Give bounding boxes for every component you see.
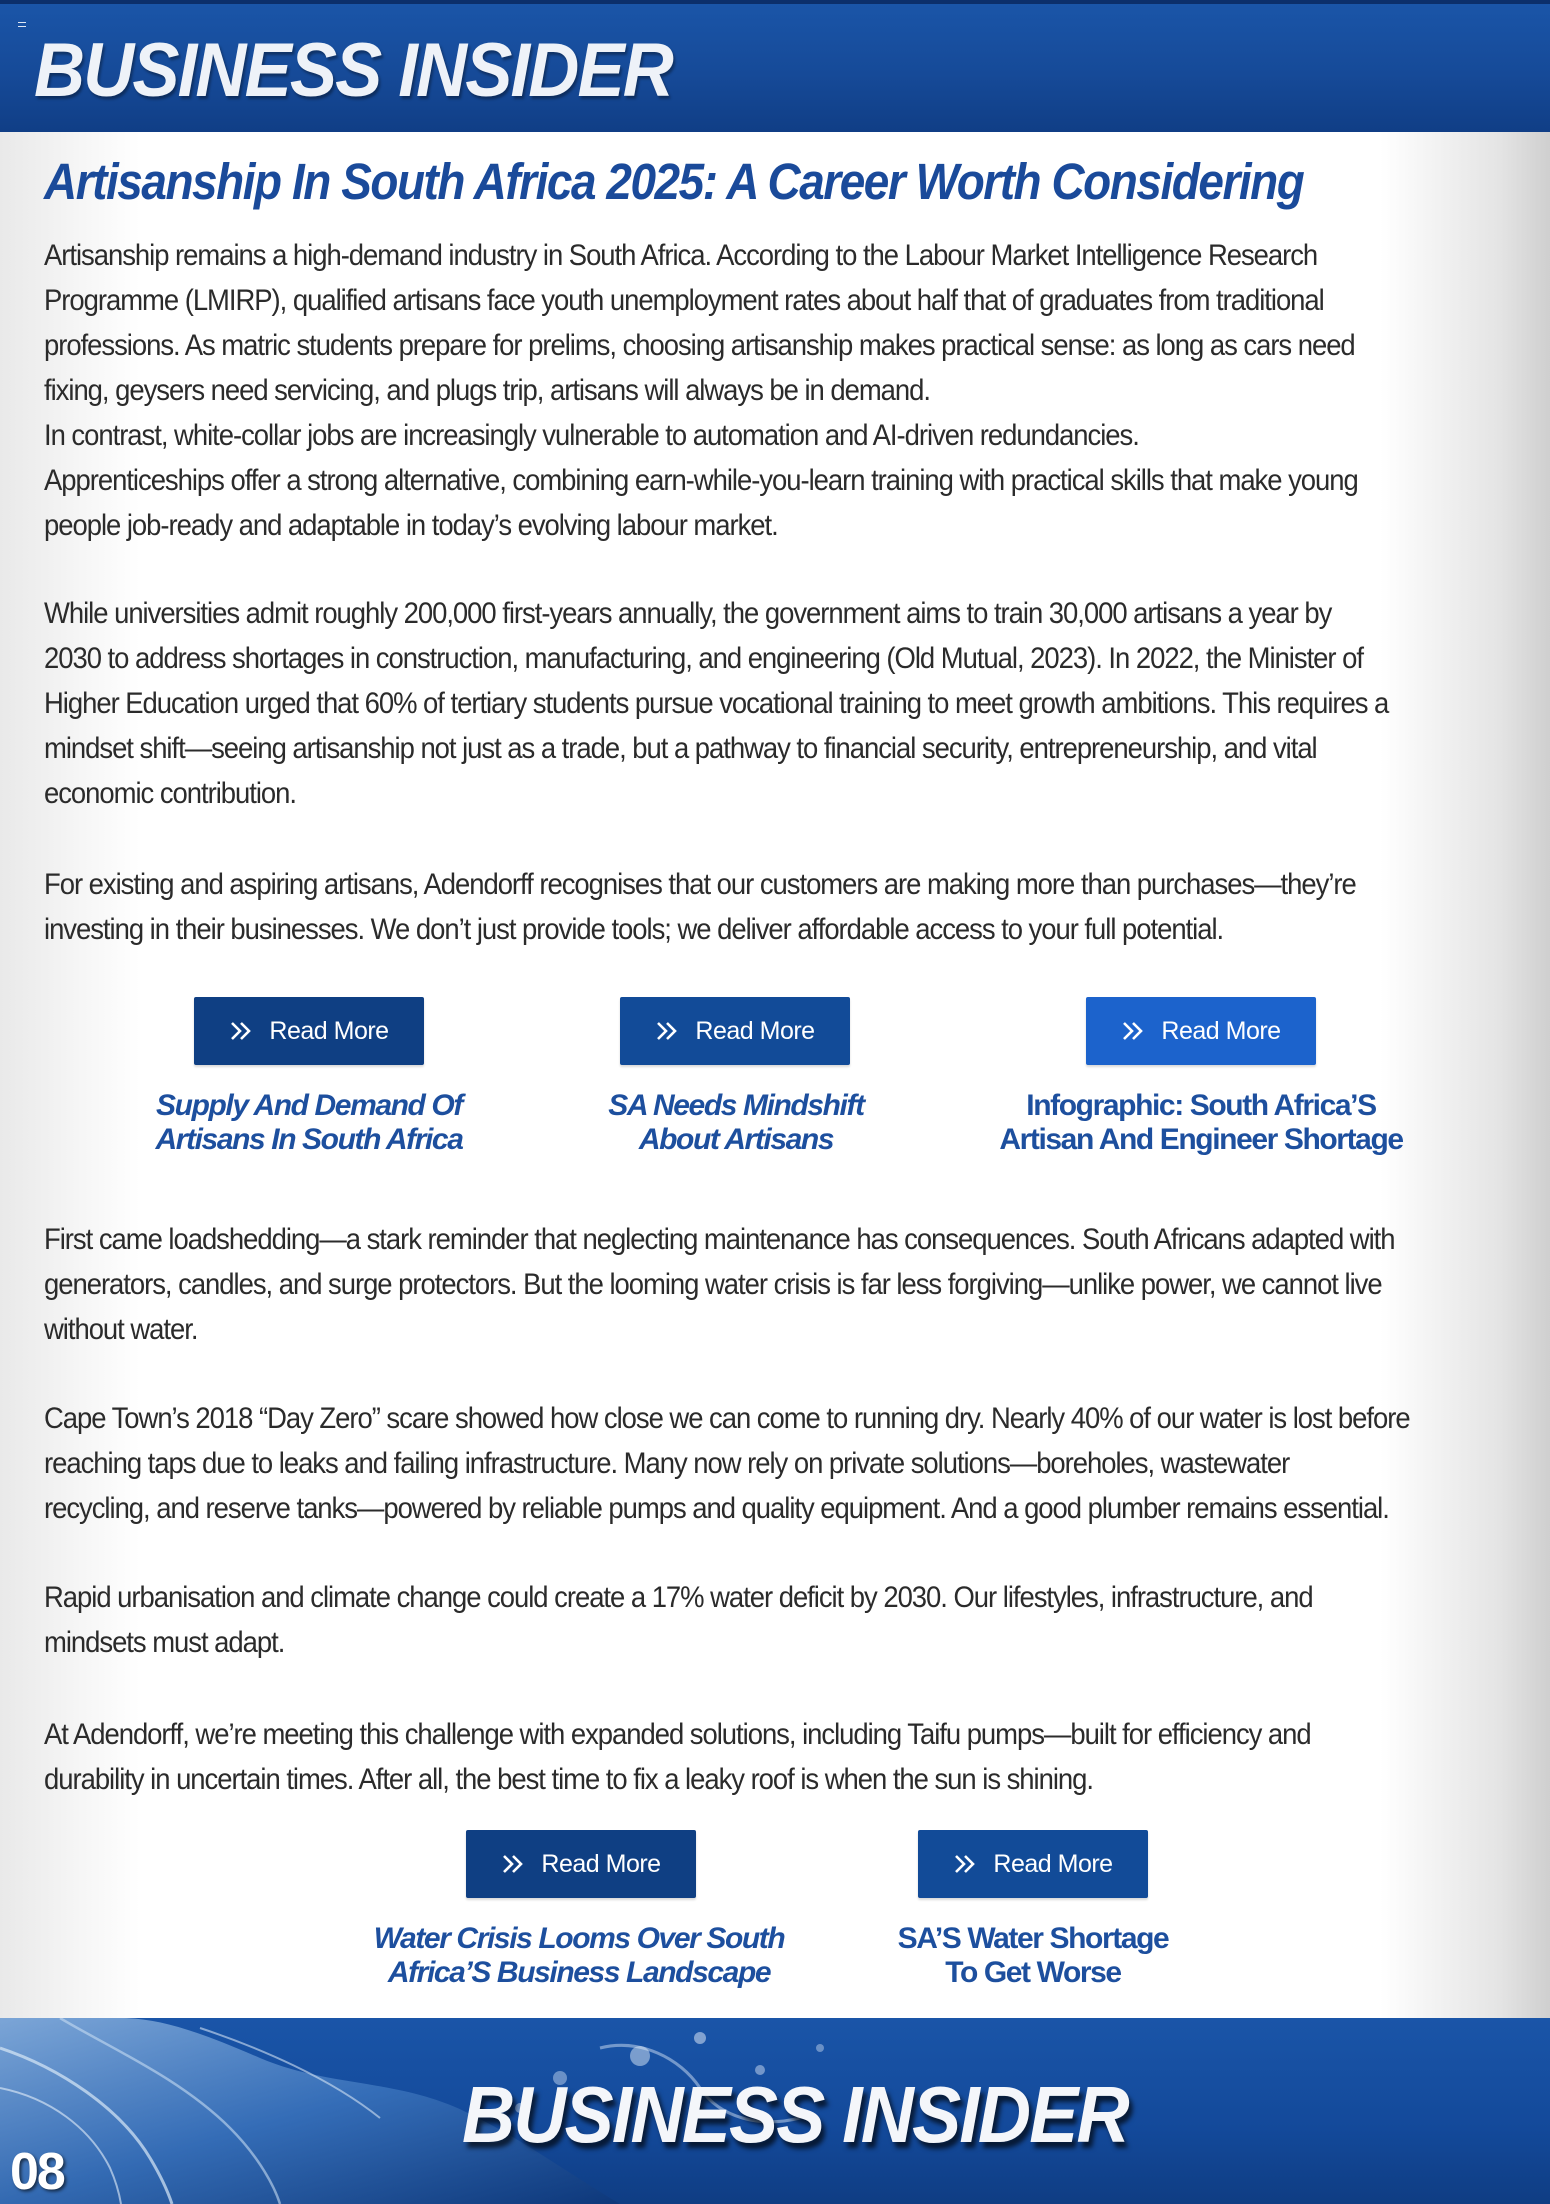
- footer-logo: BUSINESS INSIDER: [462, 2070, 1128, 2159]
- paragraph-line: investing in their businesses. We don’t just provide tools; we deliver affordable access to your full potential.: [44, 913, 1224, 946]
- paragraph-line: 2030 to address shortages in construction, manufacturing, and engineering (Old Mutual, 2023). In 2022, the Minister of: [44, 642, 1363, 675]
- paragraph-line: While universities admit roughly 200,000 first-years annually, the government aims to train 30,000 artisans a year by: [44, 597, 1332, 630]
- caption-line: To Get Worse: [945, 1956, 1121, 1989]
- article-paragraph-2: [44, 591, 1393, 816]
- paragraph-line: people job-ready and adaptable in today’s evolving labour market.: [44, 509, 778, 542]
- caption-line: SA Needs Mindshift: [608, 1089, 864, 1122]
- paragraph-line: Rapid urbanisation and climate change could create a 17% water deficit by 2030. Our lifestyles, infrastructure, and: [44, 1581, 1313, 1614]
- read-more-label: Read More: [269, 1016, 389, 1045]
- paragraph-line: recycling, and reserve tanks—powered by reliable pumps and quality equipment. And a good plumber remains essential.: [44, 1492, 1389, 1525]
- header-banner: [0, 0, 1550, 132]
- read-more-button-supply-demand[interactable]: [194, 997, 424, 1065]
- link-caption-supply-demand[interactable]: [89, 1089, 529, 1157]
- paragraph-line: economic contribution.: [44, 777, 297, 810]
- caption-line: Artisans In South Africa: [155, 1123, 463, 1156]
- header-logo: BUSINESS INSIDER: [34, 28, 672, 113]
- paragraph-line: Higher Education urged that 60% of tertiary students pursue vocational training to meet growth ambitions. This requires a: [44, 687, 1389, 720]
- double-chevron-right-icon: [953, 1853, 979, 1875]
- article-title: Artisanship In South Africa 2025: A Career Worth Considering: [44, 153, 1304, 210]
- read-more-label: Read More: [695, 1016, 815, 1045]
- footer-banner: [0, 2018, 1550, 2204]
- caption-line: Africa’S Business Landscape: [387, 1956, 771, 1989]
- read-more-label: Read More: [993, 1849, 1113, 1878]
- paragraph-line: professions. As matric students prepare for prelims, choosing artisanship makes practical sense: as long as cars need: [44, 329, 1355, 362]
- article-paragraph-3: [44, 862, 1393, 952]
- link-caption-infographic[interactable]: [981, 1089, 1421, 1157]
- caption-line: Supply And Demand Of: [156, 1089, 462, 1122]
- paragraph-line: durability in uncertain times. After all, the best time to fix a leaky roof is when the sun is shining.: [44, 1763, 1093, 1796]
- paragraph-line: Programme (LMIRP), qualified artisans face youth unemployment rates about half that of graduates from traditional: [44, 284, 1324, 317]
- read-more-label: Read More: [541, 1849, 661, 1878]
- caption-line: Water Crisis Looms Over South: [373, 1922, 785, 1955]
- double-chevron-right-icon: [501, 1853, 527, 1875]
- double-chevron-right-icon: [1121, 1020, 1147, 1042]
- caption-line: About Artisans: [638, 1123, 834, 1156]
- paragraph-line: In contrast, white-collar jobs are increasingly vulnerable to automation and AI-driven redundancies.: [44, 419, 1139, 452]
- read-more-button-infographic[interactable]: [1086, 997, 1316, 1065]
- double-chevron-right-icon: [229, 1020, 255, 1042]
- read-more-button-water-crisis[interactable]: [466, 1830, 696, 1898]
- paragraph-line: generators, candles, and surge protectors. But the looming water crisis is far less forgiving—unlike power, we cannot live: [44, 1268, 1382, 1301]
- paragraph-line: reaching taps due to leaks and failing infrastructure. Many now rely on private solutions—boreholes, wastewater: [44, 1447, 1290, 1480]
- link-caption-mindshift[interactable]: [516, 1089, 956, 1157]
- paragraph-line: mindset shift—seeing artisanship not just as a trade, but a pathway to financial security, entrepreneurship, and vital: [44, 732, 1317, 765]
- paragraph-line: Apprenticeships offer a strong alternative, combining earn-while-you-learn training with practical skills that make young: [44, 464, 1358, 497]
- caption-line: Infographic: South Africa’S: [1026, 1089, 1376, 1122]
- read-more-label: Read More: [1161, 1016, 1281, 1045]
- link-caption-water-crisis[interactable]: [359, 1922, 799, 1990]
- article-paragraph-7: [44, 1712, 1393, 1802]
- paragraph-line: First came loadshedding—a stark reminder that neglecting maintenance has consequences. South Africans adapted with: [44, 1223, 1395, 1256]
- caption-line: Artisan And Engineer Shortage: [999, 1123, 1403, 1156]
- paragraph-line: At Adendorff, we’re meeting this challenge with expanded solutions, including Taifu pumps—built for efficiency and: [44, 1718, 1311, 1751]
- article-paragraph-4: [44, 1217, 1393, 1352]
- paragraph-line: Cape Town’s 2018 “Day Zero” scare showed how close we can come to running dry. Nearly 40% of our water is lost before: [44, 1402, 1410, 1435]
- page-number: 08: [10, 2143, 64, 2201]
- link-caption-water-shortage[interactable]: [813, 1922, 1253, 1990]
- caption-line: SA’S Water Shortage: [897, 1922, 1169, 1955]
- paragraph-line: without water.: [44, 1313, 198, 1346]
- paragraph-line: fixing, geysers need servicing, and plugs trip, artisans will always be in demand.: [44, 374, 930, 407]
- read-more-button-water-shortage[interactable]: [918, 1830, 1148, 1898]
- double-chevron-right-icon: [655, 1020, 681, 1042]
- paragraph-line: For existing and aspiring artisans, Adendorff recognises that our customers are making more than purchases—they’re: [44, 868, 1356, 901]
- article-paragraph-6: [44, 1575, 1393, 1665]
- article-paragraph-5: [44, 1396, 1410, 1531]
- article-paragraph-1: [44, 233, 1393, 548]
- read-more-button-mindshift[interactable]: [620, 997, 850, 1065]
- paragraph-line: Artisanship remains a high-demand industry in South Africa. According to the Labour Market Intelligence Research: [44, 239, 1318, 272]
- menu-icon: [18, 22, 26, 27]
- paragraph-line: mindsets must adapt.: [44, 1626, 285, 1659]
